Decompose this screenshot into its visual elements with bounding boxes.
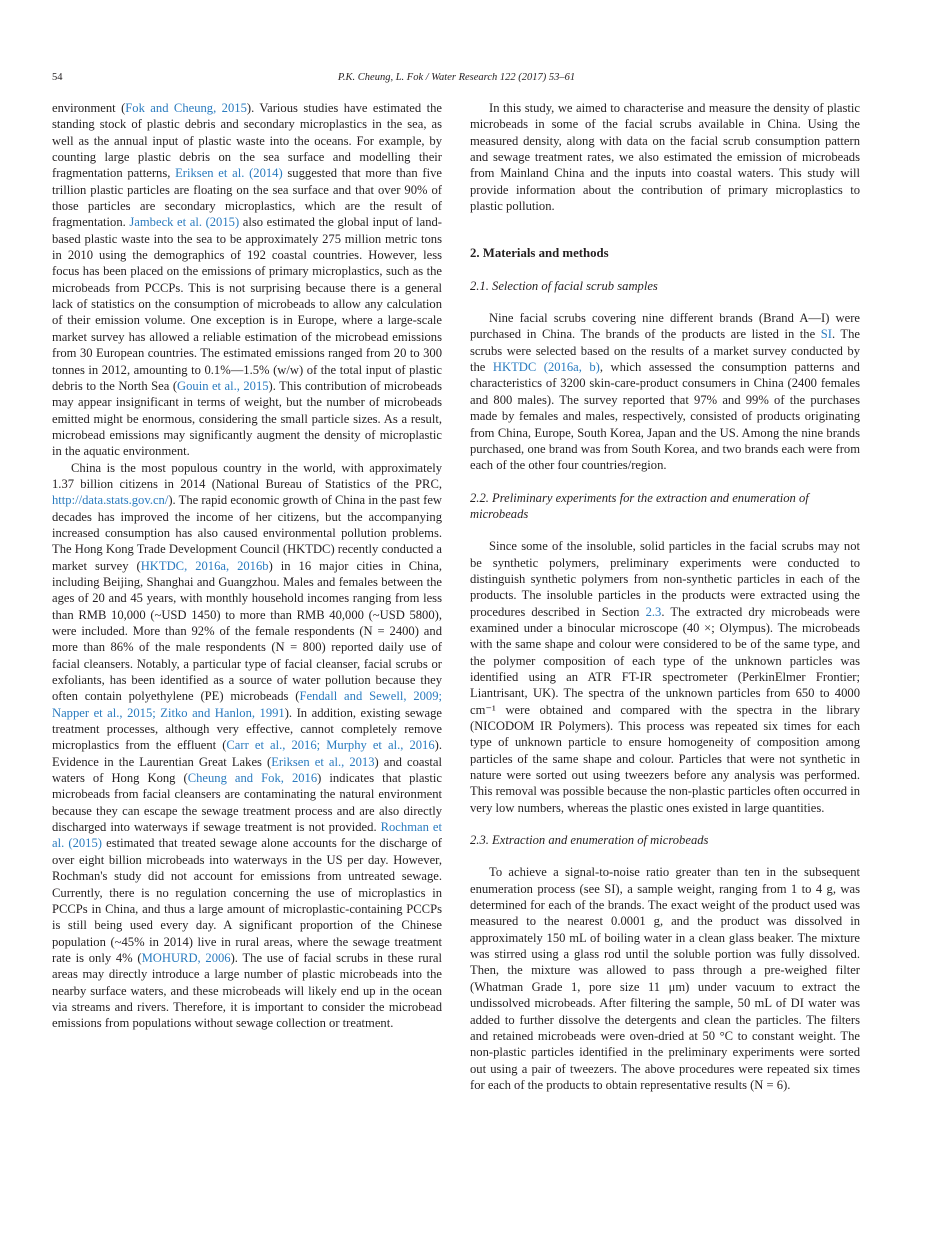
page-header [52, 72, 861, 88]
text: ). Various studies have estimated the standing stock of plastic debris and secondary microplastics in the sea, as well as the annual input of plastic waste into the oceans. For example, by counting large plastic debris on the sea surface and modelling their fragmentation patterns, [52, 101, 443, 181]
page-number: 54 [52, 72, 63, 83]
subsection-heading: 2.2. Preliminary experiments for the extraction and enumeration of microbeads [470, 490, 809, 521]
citation-link[interactable]: Carr et al., 2016; Murphy et al., 2016 [226, 738, 435, 753]
text: environment ( [52, 101, 126, 115]
section-heading: 2. Materials and methods [470, 246, 609, 261]
citation-link[interactable]: HKTDC, 2016a, 2016b [140, 558, 269, 573]
paragraph-china [52, 460, 442, 1032]
citation-link[interactable]: Fok and Cheung, 2015 [125, 101, 247, 115]
citation-link[interactable]: HKTDC (2016a, b) [492, 360, 600, 375]
text: Since some of the insoluble, solid particles in the facial scrubs may not be synthetic polymers, preliminary experiments were conducted to distinguish synthetic polymers from non-synthetic particles in each of the products. The insoluble particles in the products were extracted using the procedures described in Section [470, 539, 860, 619]
citation-link[interactable]: Jambeck et al. (2015) [129, 215, 240, 230]
right-column [470, 100, 860, 1093]
paragraph-preliminary [470, 538, 860, 816]
text: ). The use of facial scrubs in these rural areas may directly introduce a large number of plastic microbeads into the nearby surface waters, and these microbeads will likely end up in the ocean via streams and rivers. Therefore, it is important to consider the microbead emissions from populations without sewage collection or treatment. [52, 950, 442, 1031]
citation-link[interactable]: Fendall and Sewell, 2009; Napper et al., 2015; Zitko and Hanlon, 1991 [52, 689, 443, 720]
text: China is the most populous country in the world, with approximately 1.37 billion citizens in 2014 (National Bureau of Statistics of the PRC, [52, 460, 442, 491]
text: also estimated the global input of land-based plastic waste into the sea to be approximately 275 million metric tons in 2010 using the demographics of 192 coastal countries. However, less focus has been placed on the emissions of primary microplastics, such as the microbeads from PCCPs. This is not surprising because there is a general lack of statistics on the consumption of microbeads to allow any calculation of their emission volume. One exception is in Europe, where a large-scale market survey has allowed a reliable estimation of the microbead emissions from 30 European countries. The estimated emissions ranged from 20 to 300 tonnes in 2012, amounting to 0.1%—1.5% (w/w) of the total input of plastic debris to the North Sea ( [52, 215, 443, 393]
left-column [52, 100, 442, 1032]
text: . The scrubs were selected based on the results of a market survey conducted by the [470, 327, 860, 375]
text: ) indicates that plastic microbeads from facial cleansers are contaminating the natural environment because they can escape the sewage treatment process and are also directly discharged into waterways if sewage treatment is not provided. [52, 771, 442, 835]
text: ). The rapid economic growth of China in the past few decades has improved the income of her citizens, but the accompanying increased consumption has also caused environmental pollution problems. The Hong Kong Trade Development Council (HKTDC) recently conducted a market survey ( [52, 493, 442, 573]
subsection-heading: 2.1. Selection of facial scrub samples [470, 278, 658, 293]
text: ) in 16 major cities in China, including Beijing, Shanghai and Guangzhou. Males and females between the ages of 20 and 45 years, with monthly household incomes ranging from less than RMB 10,000 (~USD 1450) to more than RMB 40,000 (~USD 5800), were included. More than 92% of the female respondents (N = 2400) and more than 86% of the male respondents (N = 800) reported daily use of facial cleansers. Notably, a particular type of facial cleanser, facial scrubs or exfoliants, has been identified as a source of water pollution because they often contain polyethylene (PE) microbeads ( [52, 558, 442, 704]
text: ). This contribution of microbeads may appear insignificant in terms of weight, but the number of microbeads emitted might be enormous, considering the small particle sizes. As a result, microbead emissions may significantly augment the density of microplastic in the aquatic environment. [52, 378, 442, 459]
running-title: P.K. Cheung, L. Fok / Water Research 122 (2017) 53–61 [337, 72, 576, 83]
text: suggested that more than five trillion plastic particles are floating on the sea surface and that over 90% of those particles are secondary microplastics, which are the result of fragmentation. [52, 166, 442, 230]
paragraph-environment [52, 100, 442, 460]
citation-link[interactable]: MOHURD, 2006 [141, 950, 231, 965]
citation-link[interactable]: Eriksen et al. (2014) [175, 166, 283, 181]
text: estimated that treated sewage alone accounts for the discharge of over eight billion microbeads into waterways in the US per day. However, Rochman's study did not account for emissions from untreated sewage. Currently, there is no regulation concerning the use of microplastics in PCCPs in China, and thus a large amount of microplastic-containing PCCPs is still being used every day. A significant proportion of the Chinese population (~45% in 2014) live in rural areas, where the sewage treatment rate is only 4% ( [52, 836, 442, 965]
paragraph-extraction: To achieve a signal-to-noise ratio greater than ten in the subsequent enumeration process (see SI), a sample weight, ranging from 1 to 4 g, was determined for each of the brands. The exact weight of the product used was measured to the nearest 0.0001 g, and the product was dissolved in approximately 150 mL of boiling water in a clean glass beaker. The mixture was stirred using a glass rod until the soluble portion was fully dissolved. Then, the mixture was allowed to pass through a pre-weighed filter (Whatman Grade 1, pore size 11 μm) under vacuum to extract the undissolved microbeads. After filtering the sample, 50 mL of DI water was added to further dissolve the detergents and clean the particles. The filters and retained microbeads were oven-dried at 50 °C to constant weight. The non-plastic particles identified in the preliminary experiments were sorted out using a pair of tweezers. The above procedures were repeated six times for each of the products to obtain representative results (N = 6). [470, 865, 860, 1092]
citation-link[interactable]: Eriksen et al., 2013 [271, 754, 375, 769]
text: Nine facial scrubs covering nine different brands (Brand A—I) were purchased in China. The brands of the products are listed in the [470, 311, 860, 342]
paragraph-study-aim: In this study, we aimed to characterise and measure the density of plastic microbeads in some of the facial scrubs available in China. Using the measured density, along with data on the facial scrub consumption pattern and sewage treatment rates, we also estimated the emission of microbeads from Mainland China and the inputs into coastal waters. This study will provide information about the contribution of primary microplastics to plastic pollution. [470, 101, 860, 214]
text: , which assessed the consumption patterns and characteristics of 3200 skin-care-product consumers in China (2400 females and 800 males). The survey reported that 97% and 99% of the purchases made by females and males, respectively, consisted of products originating from China, Europe, South Korea, Japan and the US. Among the nine brands purchased, one brand was from South Korea, and two brands each were from each of the other four countries/region. [470, 360, 860, 473]
subsection-heading: 2.3. Extraction and enumeration of microbeads [470, 833, 709, 848]
text: . The extracted dry microbeads were examined under a binocular microscope (40 ×; Olympus). The microbeads with the same shape and colour were considered to be of the same type, and the polymer composition of each type of the unknown particles was identified using an ATR FT-IR spectrometer (PerkinElmer Frontier; Liantrisant, UK). The spectra of the unknown particles from 650 to 4000 cm⁻¹ were obtained and compared with the spectra in the library (NICODOM IR Polymers). This process was repeated six times for each type of unknown particle to ensure homogeneity of composition among particles of the same shape and colour. Particles that were not synthetic in nature were sorted out using tweezers before any analysis was performed. This removal was possible because the non-plastic particles often occurred in very low numbers, whereas the plastic ones existed in large quantities. [470, 604, 860, 815]
section-link[interactable]: 2.3 [645, 604, 662, 619]
citation-link[interactable]: Rochman et al. (2015) [52, 820, 442, 851]
url-link[interactable]: http://data.stats.gov.cn/ [52, 493, 169, 508]
text: ) and coastal waters of Hong Kong ( [52, 754, 443, 786]
citation-link[interactable]: Gouin et al., 2015 [177, 378, 269, 393]
paragraph-selection [470, 310, 860, 473]
text: ). In addition, existing sewage treatment processes, although very effective, cannot completely remove microplastics from the effluent ( [52, 705, 443, 753]
si-link[interactable]: SI [820, 327, 832, 342]
citation-link[interactable]: Cheung and Fok, 2016 [187, 771, 318, 786]
text: ). Evidence in the Laurentian Great Lakes ( [52, 738, 442, 769]
